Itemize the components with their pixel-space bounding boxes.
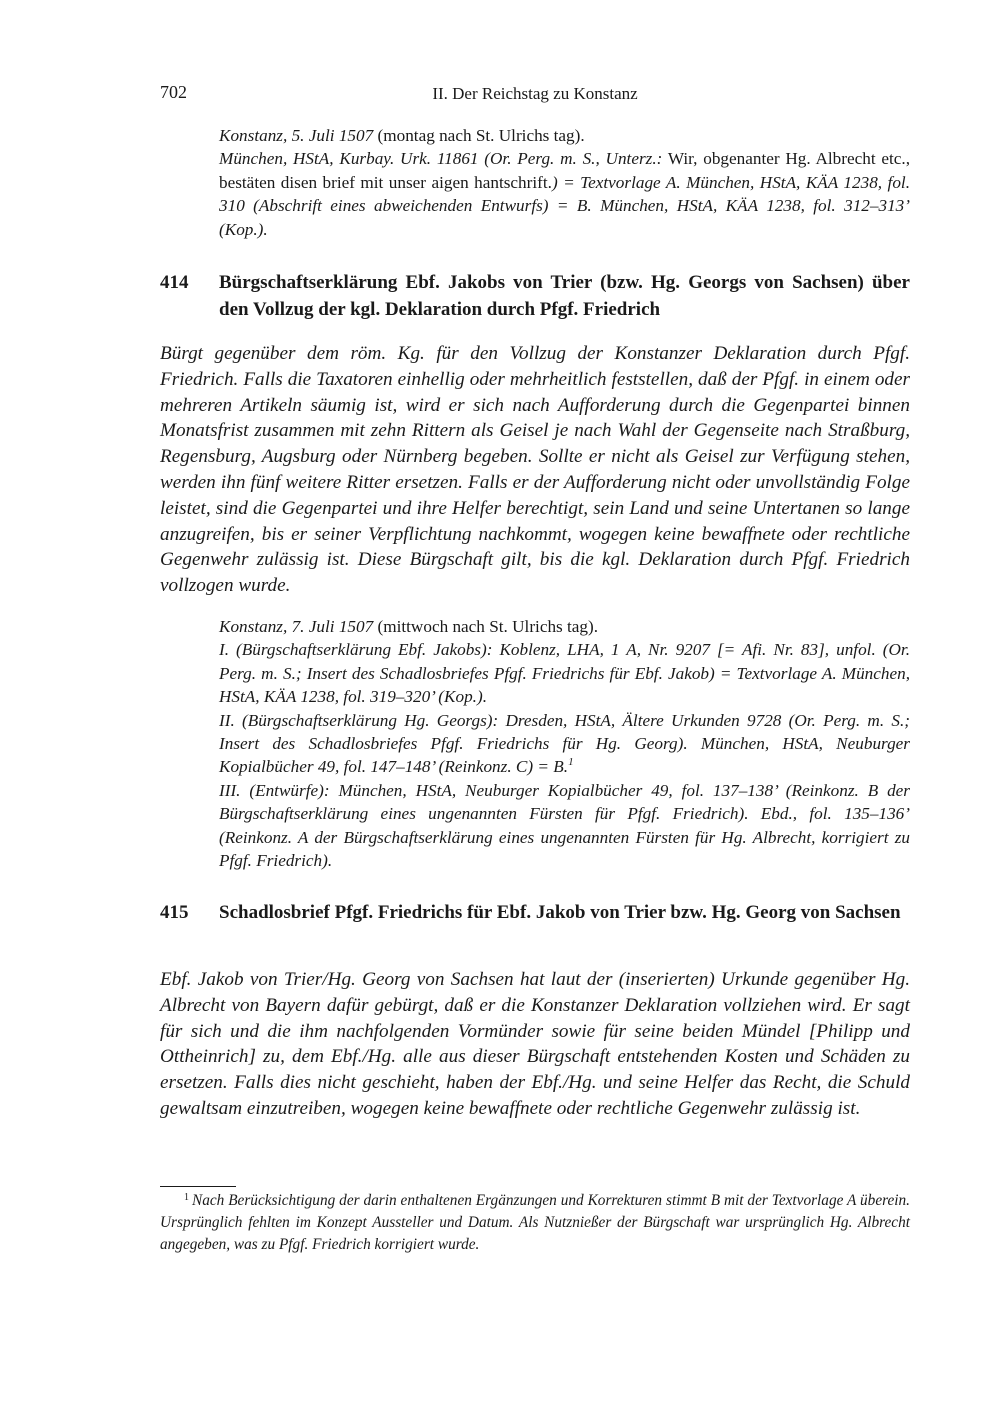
page-number: 702 bbox=[160, 82, 187, 102]
doc-415-heading bbox=[160, 900, 910, 927]
footnote-text: Nach Berücksichtigung der darin enthaltenen Ergänzungen und Korrekturen stimmt B mit der Textvorlage A überein. Ursprünglich fehlten im Konzept Aussteller und Datum. Als Nutznießer der Bürgschaft war ursprünglich Hg. Albrecht angegeben, was zu Pfgf. Friedrich korrigiert wurde. bbox=[160, 1192, 910, 1253]
doc-414-source-3: III. (Entwürfe): München, HStA, Neuburger Kopialbücher 49, fol. 137–138’ (Reinkonz. B der Bürgschaftserklärung eines ungenannten Fürsten für Pfgf. Friedrich). Ebd., fol. 135–136’ (Reinkonz. A der Bürgschaftserklärung eines ungenannten Fürsten für Hg. Albrecht, korrigiert zu Pfgf. Friedrich). bbox=[219, 780, 910, 871]
doc-414-source-2 bbox=[219, 709, 910, 779]
top-source-archive-ref: München, HStA, Kurbay. Urk. 11861 (Or. Perg. m. S., Unterz.: bbox=[219, 149, 663, 169]
top-source-block bbox=[219, 124, 910, 241]
doc-414-sources bbox=[219, 615, 910, 872]
top-source-quote: Wir, obgenanter Hg. Albrecht etc., bestäten disen brief mit unser aigen hantschrift. bbox=[219, 149, 910, 192]
doc-414-number: 414 bbox=[160, 272, 189, 293]
doc-414-regest: Bürgt gegenüber dem röm. Kg. für den Vollzug der Konstanzer Deklaration durch Pfgf. Friedrich. Falls die Taxatoren einhellig oder mehrheitlich feststellen, daß der Pfgf. in einem oder mehreren Artikeln säumig ist, wird er sich nach Aufforderung durch die Gegenpartei binnen Monatsfrist zusammen mit zehn Rittern als Geisel je nach Wahl der Gegenseite nach Straßburg, Regensburg, Augsburg oder Nürnberg begeben. Sollte er nicht als Geisel zur Verfügung stehen, werden ihn fünf weitere Ritter ersetzen. Falls er der Aufforderung nicht oder unvollständig Folge leistet, sind die Gegenpartei und ihre Helfer berechtigt, sein Land und seine Untertanen so lange anzugreifen, bis er seiner Verpflichtung nachkommt, wogegen keine bewaffnete oder rechtliche Gegenwehr zulässig ist. Diese Bürgschaft gilt, bis die kgl. Deklaration durch Pfgf. Friedrich vollzogen wurde. bbox=[160, 343, 910, 597]
running-head: II. Der Reichstag zu Konstanz bbox=[432, 84, 638, 103]
doc-414-source-2-text: II. (Bürgschaftserklärung Hg. Georgs): Dresden, HStA, Ältere Urkunden 9728 (Or. Perg. m. S.; Insert des Schadlosbriefes Pfgf. Friedrichs für Hg. Georg). München, HStA, Neuburger Kopialbücher 49, fol. 147–148’ (Reinkonz. C) = B. bbox=[219, 710, 910, 777]
doc-415-title: Schadlosbrief Pfgf. Friedrichs für Ebf. Jakob von Trier bzw. Hg. Georg von Sachsen bbox=[219, 902, 901, 923]
top-source-date-place: Konstanz, 5. Juli 1507 bbox=[219, 126, 374, 145]
doc-415-number: 415 bbox=[160, 902, 189, 923]
footnote-reference[interactable]: 1 bbox=[568, 756, 574, 769]
doc-414-title: Bürgschaftserklärung Ebf. Jakobs von Trier (bzw. Hg. Georgs von Sachsen) über den Vollzug der kgl. Deklaration durch Pfgf. Friedrich bbox=[219, 272, 910, 320]
footnote bbox=[160, 1187, 910, 1255]
top-source-archive bbox=[219, 147, 910, 241]
doc-415-regest: Ebf. Jakob von Trier/Hg. Georg von Sachsen hat laut der (inserierten) Urkunde gegenüber Hg. Albrecht von Bayern dafür gebürgt, daß er die Konstanzer Deklaration vollziehen wird. Er sagt für sich und die ihm nachfolgenden Vormünder sowie für seine beiden Mündel [Philipp und Ottheinrich] zu, dem Ebf./Hg. alle aus dieser Bürgschaft entstehenden Kosten und Schäden zu ersetzen. Falls dies nicht geschieht, haben der Ebf./Hg. und seine Helfer das Recht, die Schuld gewaltsam einzutreiben, wogegen keine bewaffnete oder rechtliche Gegenwehr zulässig ist. bbox=[160, 969, 910, 1119]
doc-414-date-place: Konstanz, 7. Juli 1507 bbox=[219, 617, 374, 636]
top-source-date-text: (montag nach St. Ulrichs tag). bbox=[373, 126, 585, 145]
doc-414-heading bbox=[160, 270, 910, 323]
footnote-mark: 1 bbox=[184, 1192, 189, 1203]
top-source-copies: ) = Textvorlage A. München, HStA, KÄA 1238, fol. 310 (Abschrift eines abweichenden Entwurfs) = B. München, HStA, KÄA 1238, fol. 312–313’ (Kop.). bbox=[219, 172, 910, 239]
doc-414-source-1: I. (Bürgschaftserklärung Ebf. Jakobs): Koblenz, LHA, 1 A, Nr. 9207 [= Afi. Nr. 83], unfol. (Or. Perg. m. S.; Insert des Schadlosbriefes Pfgf. Friedrichs für Ebf. Jakob) = Textvorlage A. München, HStA, KÄA 1238, fol. 319–320’ (Kop.). bbox=[219, 640, 910, 707]
top-source-date bbox=[219, 124, 910, 147]
doc-414-date bbox=[219, 615, 910, 638]
page-header bbox=[160, 82, 910, 106]
doc-414-date-text: (mittwoch nach St. Ulrichs tag). bbox=[373, 617, 599, 636]
